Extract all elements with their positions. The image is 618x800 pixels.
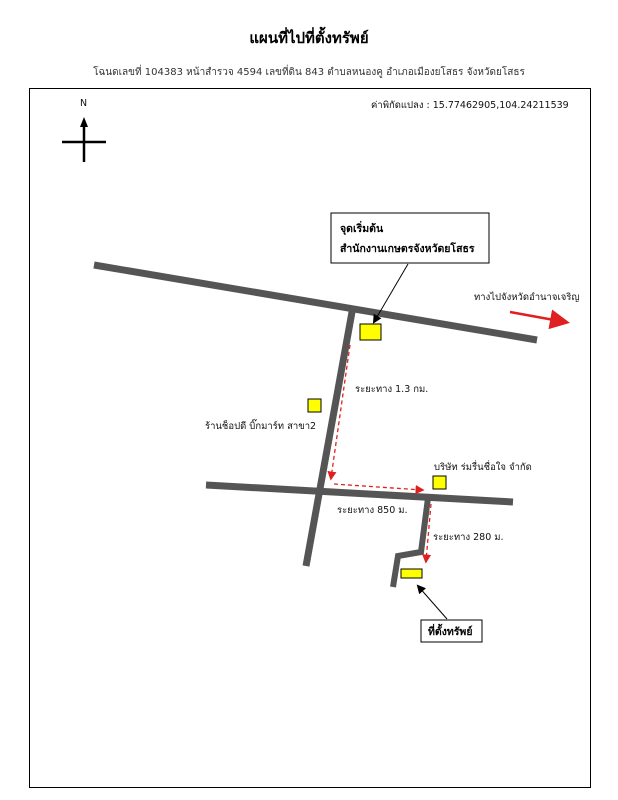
route-segment-2 <box>334 484 422 490</box>
cross-road <box>206 485 513 502</box>
direction-label: ทางไปจังหวัดอำนาจเจริญ <box>474 292 580 303</box>
property-label: ที่ตั้งทรัพย์ <box>428 626 473 638</box>
main-road <box>94 265 537 340</box>
property-marker <box>401 569 422 578</box>
direction-arrow-icon <box>510 312 565 322</box>
start-point-line2: สำนักงานเกษตรจังหวัดยโสธร <box>340 243 475 255</box>
map-subtitle: โฉนดเลขที่ 104383 หน้าสำรวจ 4594 เลขที่ดิน 843 ตำบลหนองคู อำเภอเมืองยโสธร จังหวัดยโสธร <box>93 67 525 78</box>
property-pointer-arrow-icon <box>418 586 447 619</box>
company-label: บริษัท ร่มรื่นชื่อใจ จำกัด <box>434 462 532 473</box>
route <box>331 345 431 561</box>
shop-marker <box>308 399 321 412</box>
distance-3-label: ระยะทาง 280 ม. <box>433 532 504 543</box>
company-marker <box>433 476 446 489</box>
shop-label: ร้านช็อปดี บิ๊กมาร์ท สาขา2 <box>205 421 317 432</box>
north-arrow-icon <box>62 117 106 162</box>
distance-1-label: ระยะทาง 1.3 กม. <box>355 384 429 395</box>
coordinates-label: ค่าพิกัดแปลง : 15.77462905,104.24211539 <box>371 100 569 111</box>
start-point-marker <box>360 324 381 340</box>
start-point-line1: จุดเริ่มต้น <box>340 223 384 235</box>
start-point-box <box>331 213 489 263</box>
north-south-road <box>306 312 352 566</box>
north-label: N <box>80 98 88 109</box>
distance-2-label: ระยะทาง 850 ม. <box>337 505 408 516</box>
map-title: แผนที่ไปที่ตั้งทรัพย์ <box>249 29 369 47</box>
